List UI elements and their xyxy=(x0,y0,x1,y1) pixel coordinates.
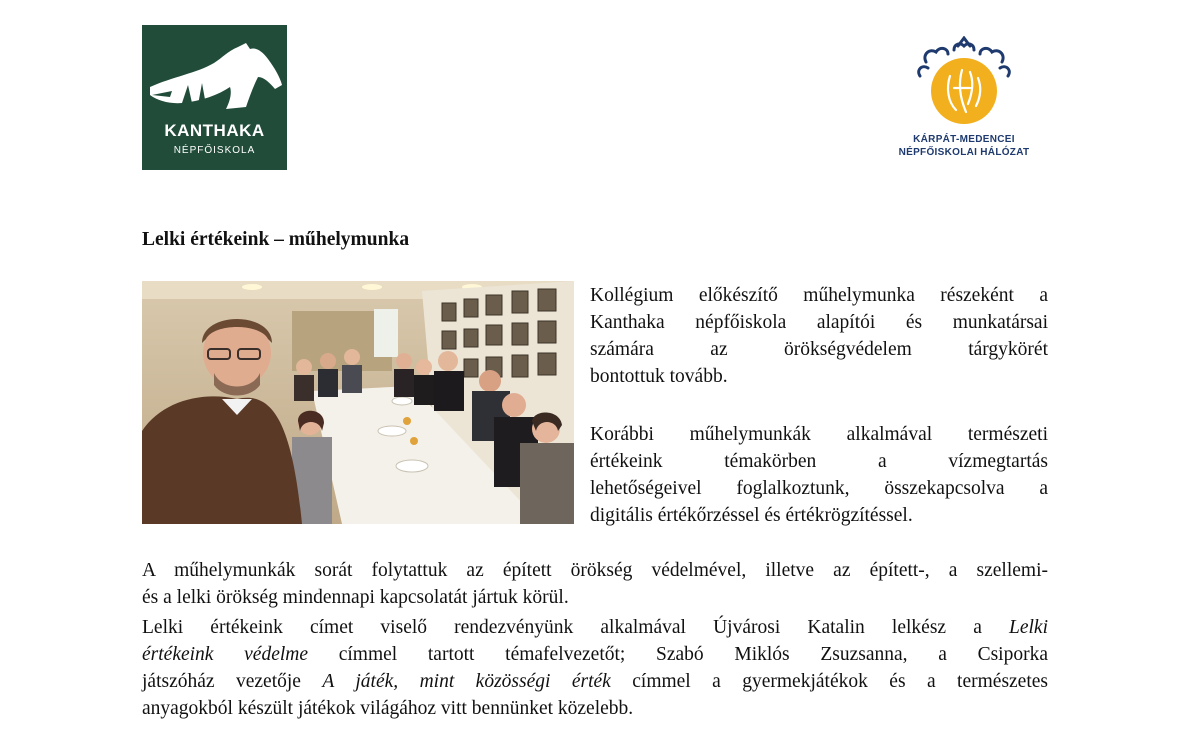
lecture-title: A játék, mint közösségi érték xyxy=(322,671,611,692)
group-photo-image xyxy=(142,281,574,524)
logo-subtitle: NÉPFŐISKOLA xyxy=(173,145,256,156)
kanthaka-logo xyxy=(142,25,287,170)
text-line: és a lelki örökség mindennapi kapcsolatát jártuk körül. xyxy=(142,587,569,608)
text-line: Kanthaka népfőiskola alapítói és munkatársai xyxy=(590,312,1048,333)
page-title: Lelki értékeink – műhelymunka xyxy=(142,229,410,250)
horse-icon xyxy=(142,25,287,125)
paragraph-previous-workshops xyxy=(590,421,1048,529)
text-line: számára az örökségvédelem tárgykörét xyxy=(590,339,1048,360)
text-run: Lelki értékeink címet viselő rendezvényünk alkalmával Újvárosi Katalin lelkész a xyxy=(142,617,1009,638)
text-run: játszóház vezetője xyxy=(142,671,323,692)
paragraph-continuation xyxy=(142,557,1048,611)
text-line: Kollégium előkészítő műhelymunka részeként a xyxy=(590,285,1048,306)
logo-name: KANTHAKA xyxy=(164,121,265,140)
network-name-line2: NÉPFŐISKOLAI HÁLÓZAT xyxy=(898,147,1030,158)
group-photo xyxy=(142,281,574,524)
text-line xyxy=(142,641,1048,668)
text-line: lehetőségeivel foglalkoztunk, összekapcsolva a xyxy=(590,478,1048,499)
text-run: címmel a gyermekjátékok és a természetes xyxy=(610,671,1048,692)
lecture-title: Lelki xyxy=(1009,617,1048,638)
paragraph-intro xyxy=(590,282,1048,390)
text-line: értékeink témakörben a vízmegtartás xyxy=(590,451,1048,472)
lecture-title: értékeink védelme xyxy=(142,644,309,665)
text-run: címmel tartott témafelvezetőt; Szabó Miklós Zsuzsanna, a Csiporka xyxy=(308,644,1048,665)
text-line xyxy=(142,668,1048,695)
text-line: A műhelymunkák sorát folytattuk az épített örökség védelmével, illetve az épített-, a szellemi- xyxy=(142,560,1048,581)
text-line xyxy=(142,614,1048,641)
text-line: digitális értékőrzéssel és értékrögzítéssel. xyxy=(590,505,913,526)
text-line: Korábbi műhelymunkák alkalmával természeti xyxy=(590,424,1048,445)
network-emblem-icon xyxy=(914,36,1014,131)
network-name-line1: KÁRPÁT-MEDENCEI xyxy=(913,134,1015,145)
text-line: anyagokból készült játékok világához vitt bennünket közelebb. xyxy=(142,698,634,719)
network-logo xyxy=(880,36,1048,161)
paragraph-event xyxy=(142,614,1048,722)
text-line: bontottuk tovább. xyxy=(590,366,728,387)
